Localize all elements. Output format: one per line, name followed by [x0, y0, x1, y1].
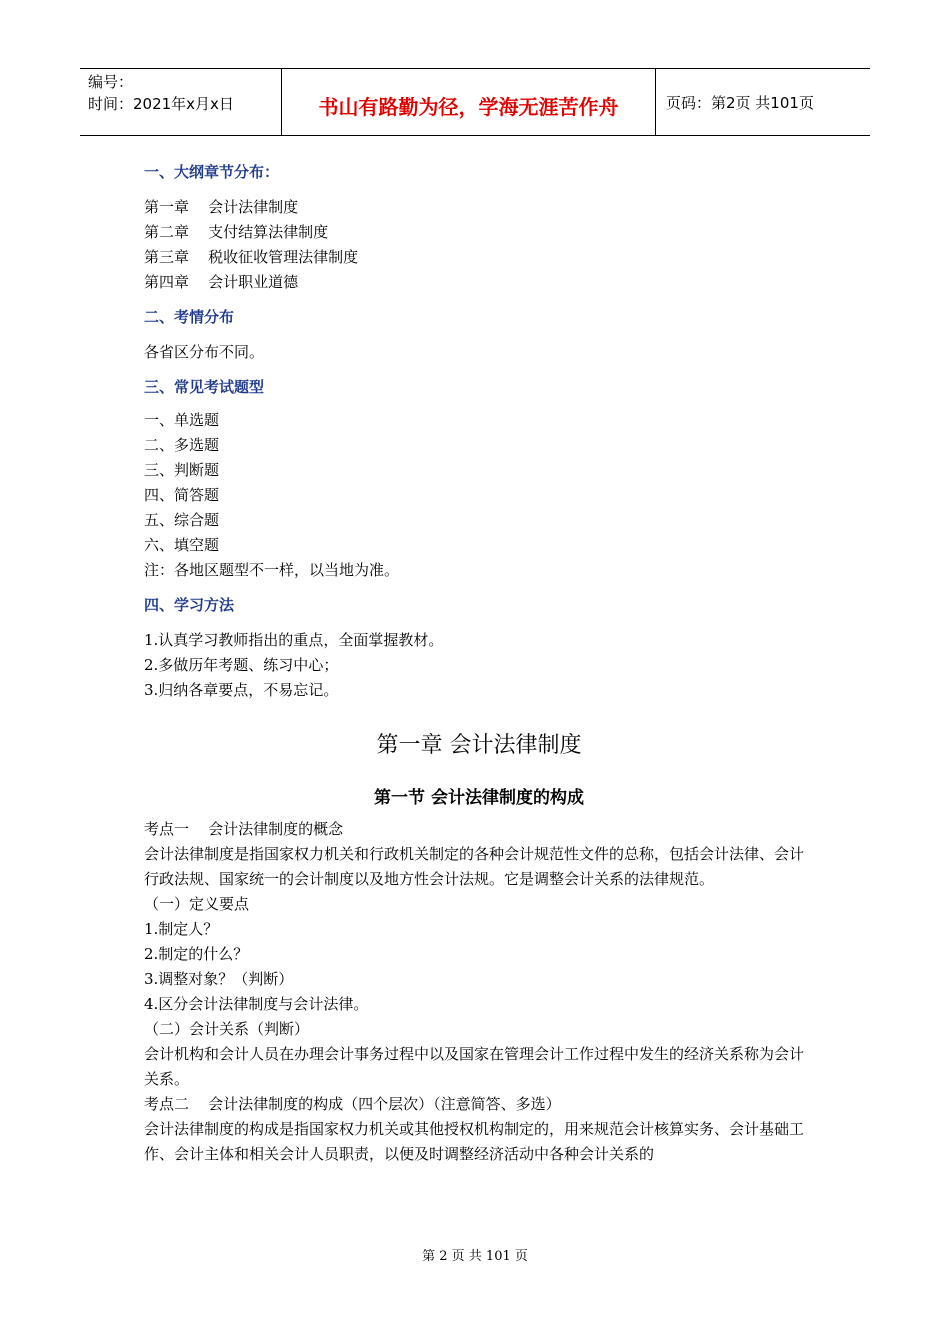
subheading: （二）会计关系（判断） [144, 1020, 310, 1038]
number-label: 编号： [88, 73, 134, 91]
chapter-item: 第三章 税收征收管理法律制度 [144, 248, 359, 266]
relation-paragraph: 会计机构和会计人员在办理会计事务过程中以及国家在管理会计工作过程中发生的经济关系称为会计关系。 [144, 1045, 805, 1088]
exam-text: 各省区分布不同。 [144, 343, 265, 361]
types-heading: 三、常见考试题型 [144, 378, 265, 396]
chapter-title: 第一章 会计法律制度 [376, 733, 582, 758]
type-item: 三、判断题 [144, 461, 220, 479]
type-item: 一、单选题 [144, 411, 220, 429]
type-item: 六、填空题 [144, 536, 220, 554]
header-page-info: 页码：第2页 共101页 [666, 93, 814, 112]
type-item: 二、多选题 [144, 436, 220, 454]
document-body [144, 160, 814, 1167]
definition-point: 2.制定的什么？ [144, 945, 249, 963]
time-label: 时间：2021年x月x日 [88, 95, 234, 113]
definition-point: 3.调整对象？（判断） [144, 970, 294, 988]
method-item: 1.认真学习教师指出的重点，全面掌握教材。 [144, 631, 444, 649]
method-heading: 四、学习方法 [144, 596, 235, 614]
header-motto: 书山有路勤为径，学海无涯苦作舟 [282, 69, 656, 135]
definition-paragraph: 会计法律制度是指国家权力机关和行政机关制定的各种会计规范性文件的总称，包括会计法律、会计行政法规、国家统一的会计制度以及地方性会计法规。它是调整会计关系的法律规范。 [144, 845, 805, 888]
composition-paragraph: 会计法律制度的构成是指国家权力机关或其他授权机构制定的，用来规范会计核算实务、会计基础工作、会计主体和相关会计人员职责，以便及时调整经济活动中各种会计关系的 [144, 1120, 805, 1163]
page-header [80, 68, 870, 136]
outline-heading: 一、大纲章节分布： [144, 163, 280, 181]
page-footer: 第 2 页 共 101 页 [422, 1249, 528, 1264]
point-heading: 考点一 会计法律制度的概念 [144, 820, 344, 838]
chapter-item: 第四章 会计职业道德 [144, 273, 299, 291]
definition-point: 4.区分会计法律制度与会计法律。 [144, 995, 369, 1013]
exam-heading: 二、考情分布 [144, 308, 235, 326]
header-meta-cell [80, 69, 282, 135]
type-item: 五、综合题 [144, 511, 220, 529]
type-item: 四、简答题 [144, 486, 220, 504]
types-note: 注：各地区题型不一样，以当地为准。 [144, 561, 400, 579]
definition-point: 1.制定人？ [144, 920, 219, 938]
method-item: 3.归纳各章要点，不易忘记。 [144, 681, 339, 699]
chapter-item: 第一章 会计法律制度 [144, 198, 299, 216]
point-heading: 考点二 会计法律制度的构成（四个层次）（注意简答、多选） [144, 1095, 561, 1113]
section-title: 第一节 会计法律制度的构成 [374, 788, 584, 808]
subheading: （一）定义要点 [144, 895, 250, 913]
method-item: 2.多做历年考题、练习中心； [144, 656, 339, 674]
chapter-item: 第二章 支付结算法律制度 [144, 223, 329, 241]
